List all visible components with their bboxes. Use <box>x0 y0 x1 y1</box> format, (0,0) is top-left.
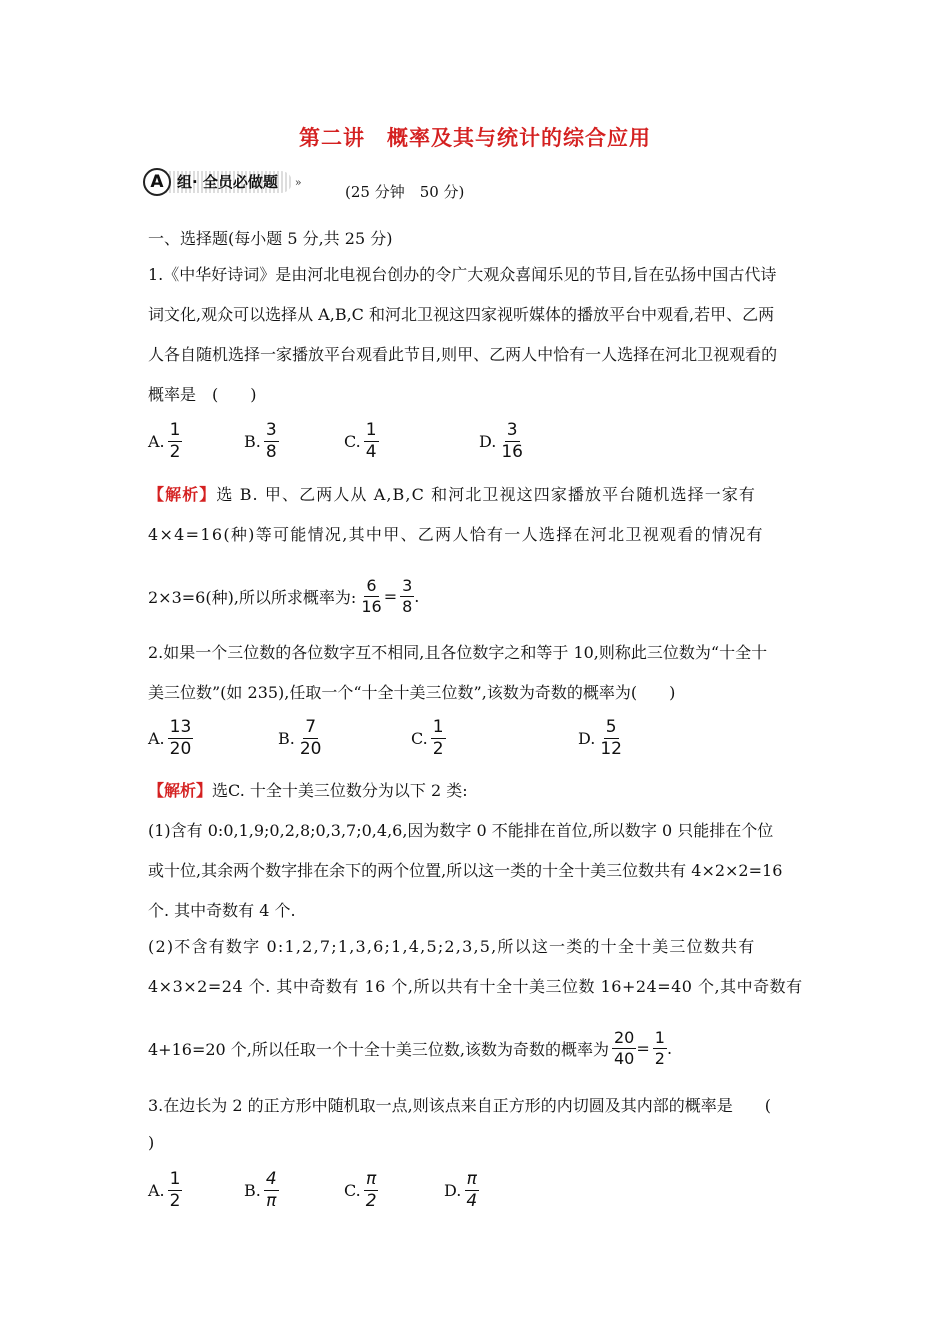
q2-analysis-line: (1)含有 0:0,1,9;0,2,8;0,3,7;0,4,6,因为数字 0 不能排在首位,所以数字 0 只能排在个位 <box>148 821 774 840</box>
q2-option-d: D. $\frac{5}{12}$ <box>578 716 622 759</box>
section-badge <box>143 168 302 196</box>
q1-option-c: C. $\frac{1}{4}$ <box>344 419 377 462</box>
q3-line: 3.在边长为 2 的正方形中随机取一点,则该点来自正方形的内切圆及其内部的概率是 ( <box>148 1096 771 1115</box>
q2-line: 2.如果一个三位数的各位数字互不相同,且各位数字之和等于 10,则称此三位数为“十全十 <box>148 643 768 662</box>
q1-line: 人各自随机选择一家播放平台观看此节目,则甲、乙两人中恰有一人选择在河北卫视观看的 <box>148 345 778 364</box>
q3-option-a: A. $\frac{1}{2}$ <box>148 1168 181 1211</box>
q2-line: 美三位数”(如 235),任取一个“十全十美三位数”,该数为奇数的概率为( ) <box>148 683 676 702</box>
time-note: (25 分钟 50 分) <box>345 183 465 201</box>
q2-option-b: B. $\frac{7}{20}$ <box>278 716 322 759</box>
q1-analysis-result: 2×3=6(种),所以所求概率为: $\frac{6}{16}$ = $\frac{3}{8}$ . <box>148 576 420 616</box>
q2-option-a: A. $\frac{13}{20}$ <box>148 716 192 759</box>
q1-line: 词文化,观众可以选择从 A,B,C 和河北卫视这四家视听媒体的播放平台中观看,若甲、乙两 <box>148 305 775 324</box>
q3-option-c: C. $\frac{\pi}{2}$ <box>344 1168 377 1211</box>
q1-option-d: D. $\frac{3}{16}$ <box>479 419 523 462</box>
q2-option-c: C. $\frac{1}{2}$ <box>411 716 444 759</box>
q2-analysis-line: 个. 其中奇数有 4 个. <box>148 901 296 920</box>
q2-analysis-line: (2)不含有数字 0:1,2,7;1,3,6;1,4,5;2,3,5,所以这一类的十全十美三位数共有 <box>148 937 756 956</box>
q2-analysis: 【解析】选C. 十全十美三位数分为以下 2 类: <box>148 781 468 800</box>
q3-option-b: B. $\frac{4}{\pi}$ <box>244 1168 277 1211</box>
q1-option-b: B. $\frac{3}{8}$ <box>244 419 277 462</box>
analysis-tag: 【解析】 <box>148 485 217 504</box>
q1-line: 概率是 ( ) <box>148 385 257 404</box>
q1-analysis: 【解析】选 B. 甲、乙两人从 A,B,C 和河北卫视这四家播放平台随机选择一家有 <box>148 485 757 504</box>
q1-line: 1.《中华好诗词》是由河北电视台创办的令广大观众喜闻乐见的节目,旨在弘扬中国古代诗 <box>148 265 777 284</box>
q1-option-a: A. $\frac{1}{2}$ <box>148 419 181 462</box>
double-chevron-icon: » <box>294 175 302 189</box>
q2-analysis-result: 4+16=20 个,所以任取一个十全十美三位数,该数为奇数的概率为 $\frac{20}{40}$ = $\frac{1}{2}$ . <box>148 1028 673 1068</box>
part-heading: 一、选择题(每小题 5 分,共 25 分) <box>148 229 393 248</box>
q3-line: ) <box>148 1133 155 1152</box>
analysis-tag: 【解析】 <box>148 781 213 800</box>
page-title: 第二讲 概率及其与统计的综合应用 <box>299 126 651 150</box>
badge-letter: A <box>143 168 171 196</box>
q3-option-d: D. $\frac{\pi}{4}$ <box>444 1168 478 1211</box>
q2-analysis-line: 4×3×2=24 个. 其中奇数有 16 个,所以共有十全十美三位数 16+24=40 个,其中奇数有 <box>148 977 803 996</box>
badge-label: 组· 全员必做题 <box>161 171 292 193</box>
q1-analysis-line: 4×4=16(种)等可能情况,其中甲、乙两人恰有一人选择在河北卫视观看的情况有 <box>148 525 764 544</box>
q2-analysis-line: 或十位,其余两个数字排在余下的两个位置,所以这一类的十全十美三位数共有 4×2×2=16 <box>148 861 783 880</box>
